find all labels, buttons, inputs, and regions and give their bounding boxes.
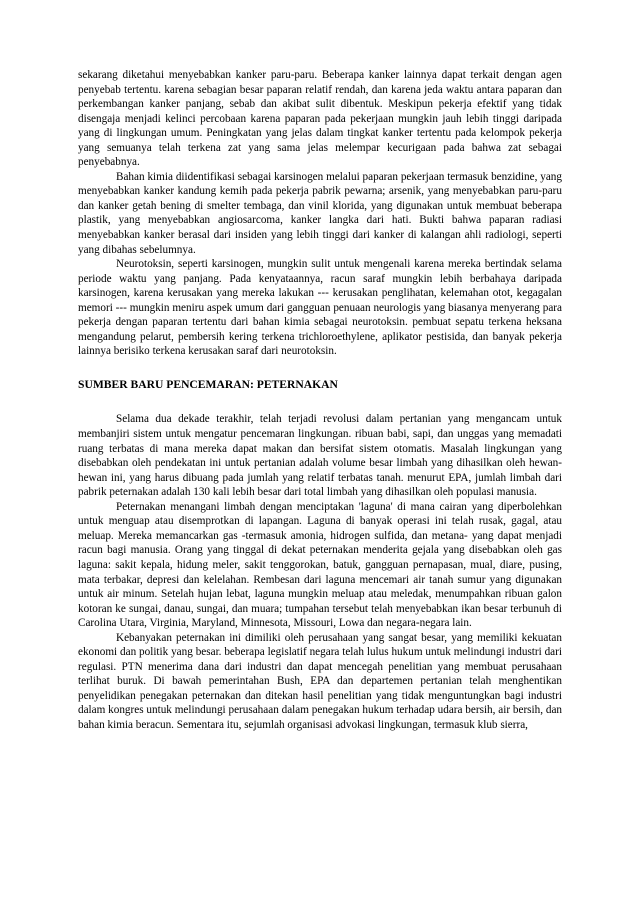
- paragraph-corporations: Kebanyakan peternakan ini dimiliki oleh perusahaan yang sangat besar, yang memiliki kekuatan ekonomi dan politik yang besar. beberapa legislatif negara telah lulus hukum untuk melindungi industri dari regulasi. PTN menerima dana dari industri dan dapat mencegah penelitian yang membuat perusahaan terlihat buruk. Di bawah pemerintahan Bush, EPA dan departemen pertanian telah menghentikan penyelidikan penegakan peternakan dan ditekan hasil penelitian yang tidak menguntungkan bagi industri dalam kongres untuk melindungi perusahaan dalam penegakan hukum terhadap udara bersih, air bersih, dan bahan kimia beracun. Sementara itu, sejumlah organisasi advokasi lingkungan, termasuk klub sierra,: [78, 631, 562, 731]
- section-heading: SUMBER BARU PENCEMARAN: PETERNAKAN: [78, 377, 338, 391]
- paragraph-lagoons: Peternakan menangani limbah dengan menciptakan 'laguna' di mana cairan yang diperbolehkan untuk menguap atau disemprotkan di lapangan. Laguna di banyak operasi ini telah rusak, gagal, atau meluap. Mereka memancarkan gas -termasuk amonia, hidrogen sulfida, dan metana- yang dapat menjadi racun bagi manusia. Orang yang tinggal di dekat peternakan menderita gejala yang disebabkan oleh gas laguna: sakit kepala, hidung meler, sakit tenggorokan, batuk, gangguan pernapasan, mual, diare, pusing, mata terbakar, depresi dan kelelahan. Rembesan dari laguna mencemari air tanah sumur yang digunakan untuk air minum. Setelah hujan lebat, laguna mungkin meluap atau meledak, menumpahkan ribuan galon kotoran ke sungai, danau, sungai, dan muara; tumpahan tersebut telah menyebabkan ikan besar terbunuh di Carolina Utara, Virginia, Maryland, Minnesota, Missouri, Lowa dan negara-negara lain.: [78, 500, 562, 630]
- paragraph-neurotoxins: Neurotoksin, seperti karsinogen, mungkin sulit untuk mengenali karena mereka bertindak selama periode waktu yang panjang. Pada kenyataannya, racun saraf mungkin lebih berbahaya daripada karsinogen, karena kerusakan yang mereka lakukan --- kerusakan penglihatan, kelemahan otot, kegagalan memori --- mungkin meniru aspek umum dari gangguan penuaan neurologis yang biasanya menyerang para pekerja dengan paparan tertentu dari bahan kimia sebagai neurotoksin. pembuat sepatu terkena heksana mengandung pelarut, pembersih kering terkena trichloroethylene, aplikator pestisida, dan banyak pekerja lainnya berisiko terkena kerusakan saraf dari neurotoksin.: [78, 258, 562, 358]
- paragraph-chemical-carcinogens: Bahan kimia diidentifikasi sebagai karsinogen melalui paparan pekerjaan termasuk benzidine, yang menyebabkan kanker kandung kemih pada pekerja pabrik pewarna; arsenik, yang menyebabkan paru-paru dan kanker getah bening di smelter tembaga, dan vinil klorida, yang digunakan untuk membuat beberapa plastik, yang menyebabkan angiosarcoma, kanker langka dari hati. Bukti bahwa paparan radiasi menyebabkan kanker berasal dari insiden yang lebih tinggi dari kanker di kalangan ahli radiologi, seperti yang dibahas sebelumnya.: [78, 170, 562, 256]
- paragraph-carcinogen-intro: sekarang diketahui menyebabkan kanker paru-paru. Beberapa kanker lainnya dapat terkait dengan agen penyebab tertentu. karena sebagian besar paparan relatif rendah, dan karena jeda waktu antara paparan dan perkembangan kanker panjang, sebab dan akibat sulit dibentuk. Meskipun pekerja efektif yang tidak disengaja menjadi kelinci percobaan karena paparan pada pekerjaan mungkin jauh lebih tinggi daripada yang di lingkungan umum. Peningkatan yang jelas dalam tingkat kanker tertentu pada kelompok pekerja yang semuanya telah terkena zat yang sama jelas melempar kecurigaan pada bahwa zat sebagai penyebabnya.: [78, 69, 562, 169]
- paragraph-agriculture-revolution: Selama dua dekade terakhir, telah terjadi revolusi dalam pertanian yang mengancam untuk membanjiri sistem untuk mengatur pencemaran lingkungan. ribuan babi, sapi, dan unggas yang memadati ruang terbatas di mana mereka dapat makan dan bersifat sistem otomatis. Masalah lingkungan yang disebabkan oleh pendekatan ini untuk pertanian adalah volume besar limbah yang dihasilkan oleh hewan-hewan ini, yang harus dibuang pada jumlah yang relatif terbatas tanah. menurut EPA, jumlah limbah dari pabrik peternakan adalah 130 kali lebih besar dari total limbah yang dihasilkan oleh populasi manusia.: [78, 413, 562, 499]
- document-page: [78, 68, 562, 733]
